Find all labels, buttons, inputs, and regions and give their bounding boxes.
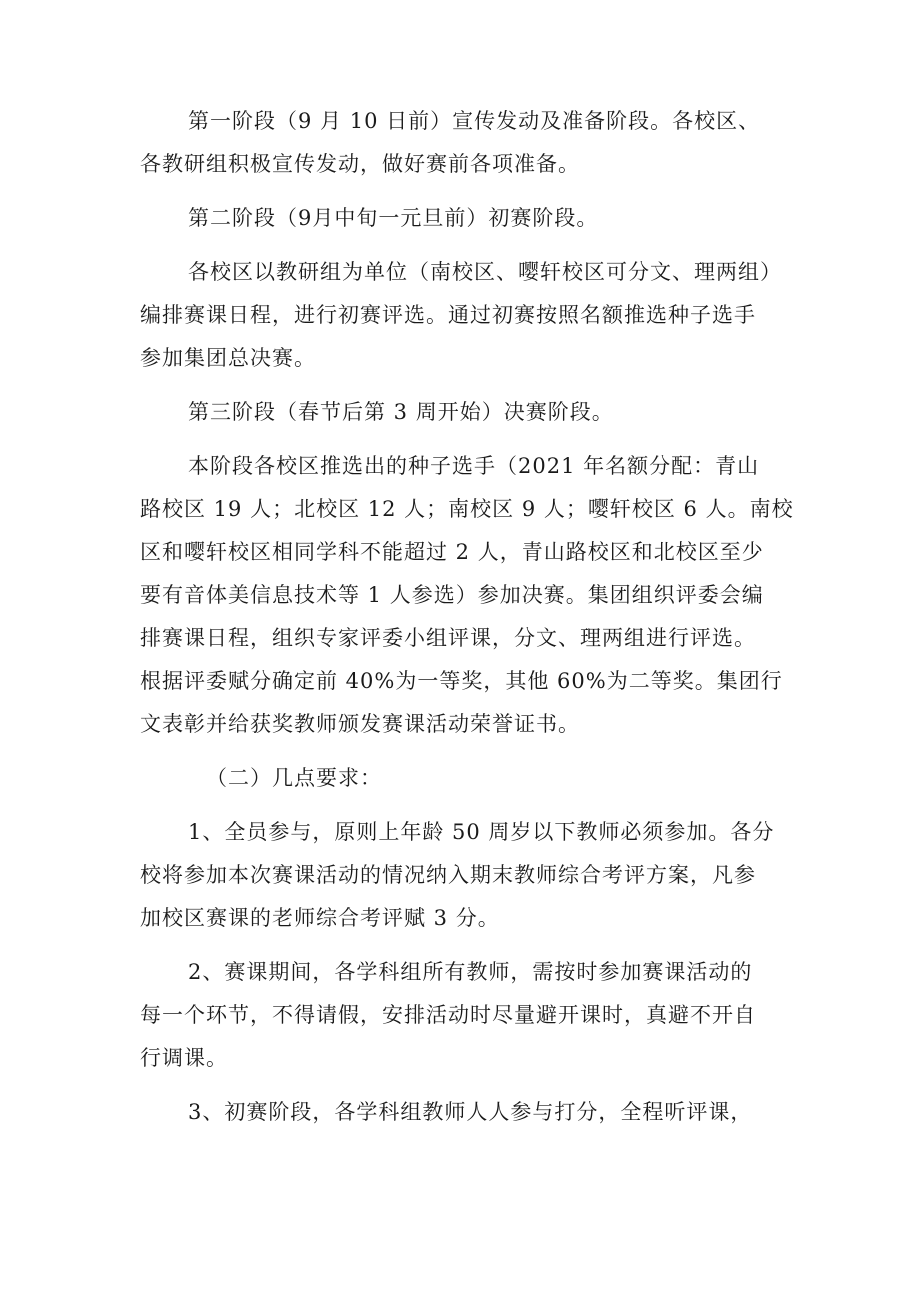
paragraph-line: 各校区以教研组为单位（南校区、嘤轩校区可分文、理两组） bbox=[188, 260, 782, 284]
paragraph bbox=[140, 391, 800, 434]
paragraph-line: 第一阶段（9 月 10 日前）宣传发动及准备阶段。各校区、 bbox=[188, 109, 761, 133]
paragraph bbox=[140, 197, 800, 240]
paragraph-line: 每一个环节，不得请假，安排活动时尽量避开课时，真避不开自 bbox=[140, 1003, 756, 1027]
paragraph-line: 加校区赛课的老师综合考评赋 3 分。 bbox=[140, 906, 500, 930]
paragraph-line: 路校区 19 人；北校区 12 人；南校区 9 人；嘤轩校区 6 人。南校 bbox=[140, 497, 794, 521]
paragraph-line: 本阶段各校区推选出的种子选手（2021 年名额分配：青山 bbox=[188, 454, 760, 478]
document-body bbox=[140, 100, 800, 1134]
paragraph-line: 编排赛课日程，进行初赛评选。通过初赛按照名额推选种子选手 bbox=[140, 303, 756, 327]
paragraph bbox=[140, 445, 800, 746]
paragraph-line: 3、初赛阶段，各学科组教师人人参与打分，全程听评课， bbox=[188, 1100, 753, 1124]
paragraph-line: 行调课。 bbox=[140, 1046, 228, 1070]
paragraph-line: 要有音体美信息技术等 1 人参选）参加决赛。集团组织评委会编 bbox=[140, 583, 764, 607]
paragraph-line: 第三阶段（春节后第 3 周开始）决赛阶段。 bbox=[188, 400, 614, 424]
paragraph-line: 1、全员参与，原则上年龄 50 周岁以下教师必须参加。各分 bbox=[188, 820, 775, 844]
paragraph-line: 排赛课日程，组织专家评委小组评课，分文、理两组进行评选。 bbox=[140, 626, 756, 650]
paragraph bbox=[140, 100, 800, 186]
paragraph-line: 区和嘤轩校区相同学科不能超过 2 人，青山路校区和北校区至少 bbox=[140, 540, 764, 564]
paragraph-line: （二）几点要求： bbox=[206, 766, 382, 790]
paragraph-line: 根据评委赋分确定前 40%为一等奖，其他 60%为二等奖。集团行 bbox=[140, 669, 783, 693]
paragraph-line: 校将参加本次赛课活动的情况纳入期末教师综合考评方案，凡参 bbox=[140, 863, 756, 887]
paragraph-line: 参加集团总决赛。 bbox=[140, 346, 316, 370]
paragraph-line: 第二阶段（9月中旬一元旦前）初赛阶段。 bbox=[188, 206, 599, 230]
paragraph bbox=[140, 811, 800, 940]
paragraph bbox=[140, 951, 800, 1080]
paragraph bbox=[140, 1091, 800, 1134]
section-heading bbox=[140, 757, 800, 800]
paragraph-line: 2、赛课期间，各学科组所有教师，需按时参加赛课活动的 bbox=[188, 960, 753, 984]
paragraph-line: 文表彰并给获奖教师颁发赛课活动荣誉证书。 bbox=[140, 712, 580, 736]
paragraph bbox=[140, 251, 800, 380]
paragraph-line: 各教研组积极宣传发动，做好赛前各项准备。 bbox=[140, 152, 580, 176]
